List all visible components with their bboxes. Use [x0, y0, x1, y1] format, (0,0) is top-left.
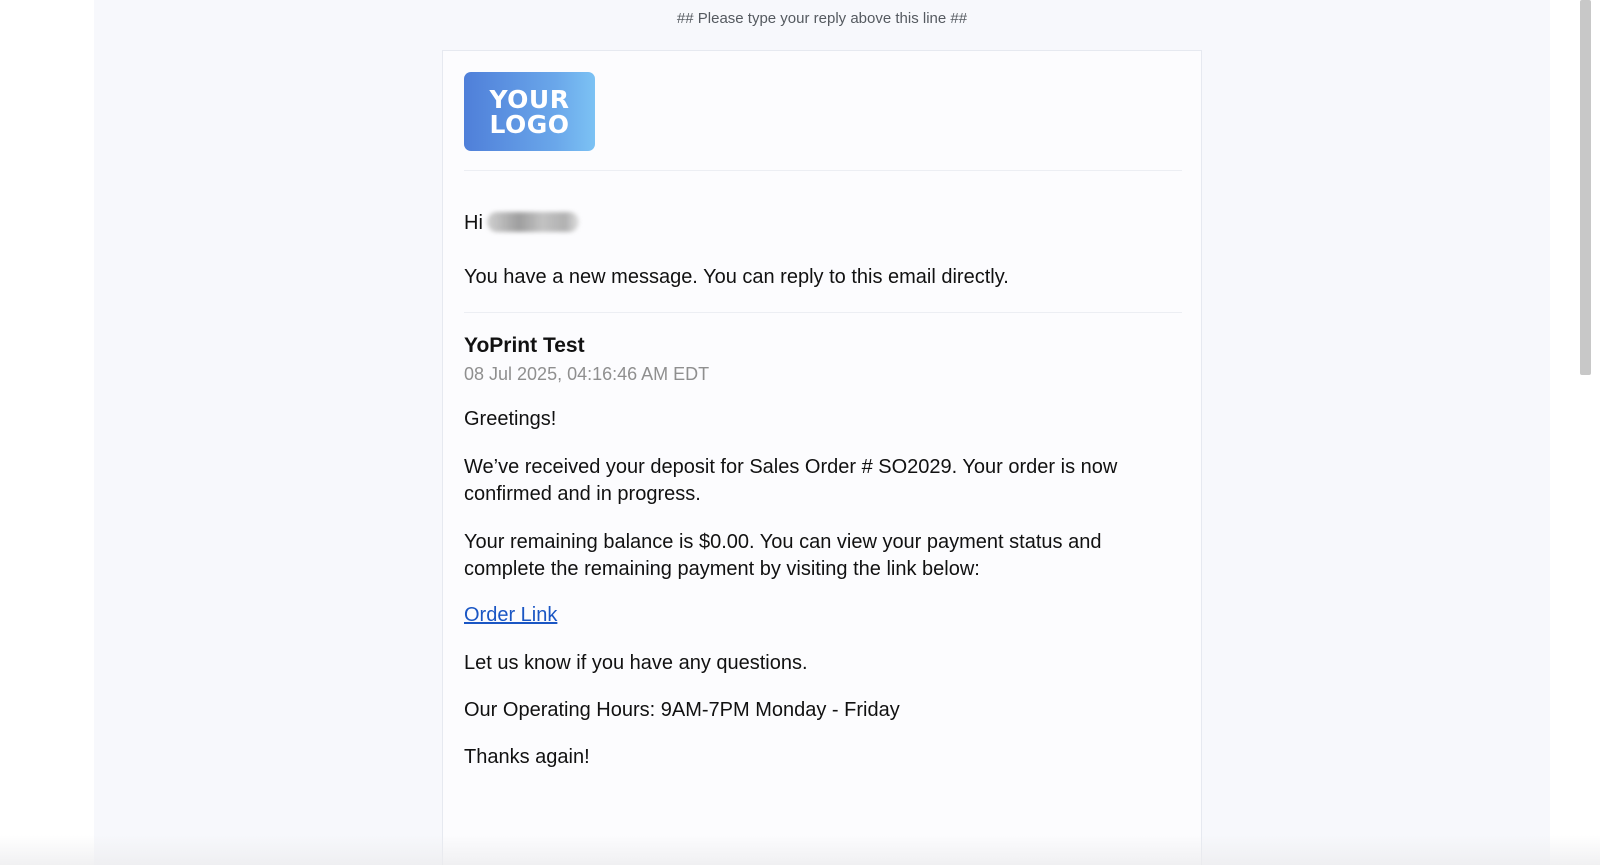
recipient-name-redacted	[487, 212, 579, 232]
reply-separator-text: ## Please type your reply above this line ##	[676, 10, 968, 27]
message-timestamp: 08 Jul 2025, 04:16:46 AM EDT	[464, 364, 710, 384]
email-background	[94, 0, 1550, 865]
greeting-text: Hi	[464, 212, 483, 234]
greeting-line	[464, 210, 1164, 237]
order-link-line	[464, 602, 1164, 629]
message-sender: YoPrint Test	[464, 334, 585, 357]
order-link[interactable]: Order Link	[464, 604, 558, 626]
email-card	[442, 50, 1202, 865]
message-deposit-paragraph: We’ve received your deposit for Sales Order # SO2029. Your order is now confirmed and in progress.	[464, 456, 1118, 505]
message-operating-hours: Our Operating Hours: 9AM-7PM Monday - Friday	[464, 699, 900, 721]
message-thanks: Thanks again!	[464, 746, 590, 768]
message-questions: Let us know if you have any questions.	[464, 652, 808, 674]
scrollbar-thumb[interactable]	[1580, 0, 1591, 375]
intro-text: You have a new message. You can reply to this email directly.	[464, 266, 1009, 288]
message-greeting: Greetings!	[464, 408, 557, 430]
message-divider	[464, 312, 1182, 313]
message-balance-paragraph: Your remaining balance is $0.00. You can view your payment status and complete the remaining payment by visiting the link below:	[464, 531, 1102, 580]
logo-text: YOUR LOGO	[489, 84, 570, 139]
header-divider	[464, 170, 1182, 171]
company-logo	[464, 72, 595, 151]
